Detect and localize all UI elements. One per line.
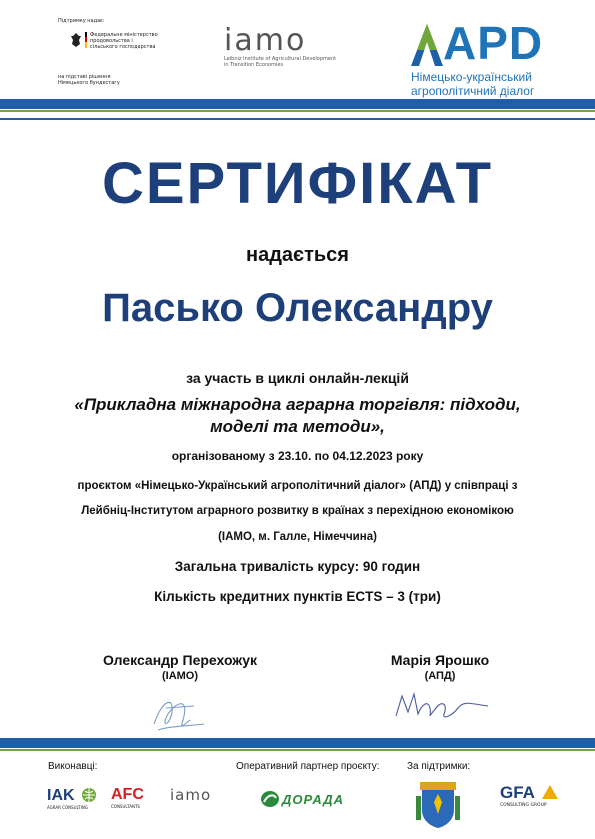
iak-logo [47, 787, 107, 815]
ministry-block [58, 18, 168, 88]
gfa-triangle-icon [542, 785, 558, 799]
signature-right [340, 652, 540, 682]
iak-sub: AGRAR CONSULTING [47, 805, 88, 810]
iak-logo-text: IAK [47, 787, 75, 804]
signature-left [70, 652, 290, 682]
apd-header-logo [405, 16, 545, 96]
flag-stripe [85, 32, 87, 48]
top-divider-green [0, 110, 595, 112]
iamo-footer-logo-text: iamo [170, 786, 212, 804]
course-title-line2: моделі та методи», [210, 417, 385, 436]
coat-of-arms-icon [416, 780, 460, 830]
iamo-footer-logo [170, 786, 230, 814]
apd-logo-text: APD [443, 17, 544, 69]
certificate-title: СЕРТИФІКАТ [101, 151, 494, 216]
signatory-name: Марія Ярошко [390, 652, 490, 668]
dorada-logo-text: ДОРАДА [282, 792, 344, 807]
iamo-logo-text: iamo [224, 23, 307, 58]
signatory-name: Олександр Перехожук [102, 652, 258, 668]
course-duration: Загальна тривалість курсу: 90 годин [174, 559, 421, 574]
german-eagle-icon [70, 32, 82, 48]
afc-sub: CONSULTANTS [111, 804, 140, 809]
dorada-emblem-icon [260, 790, 280, 808]
top-divider-blue-thin [0, 118, 595, 120]
dorada-logo [260, 790, 360, 810]
ects-credits: Кількість кредитних пунктів ECTS – 3 (три) [154, 589, 441, 604]
top-divider-blue [0, 99, 595, 109]
apd-subtitle-2: агрополітичний діалог [411, 84, 535, 98]
ministry-name: Федеральне міністерство продовольства і сільського господарства [90, 32, 158, 50]
signatory-org: (IAMO) [161, 670, 199, 682]
bundestag-decision: на підставі рішення Німецького бундестагу [58, 74, 120, 86]
gfa-logo [500, 783, 580, 823]
apd-field-icon [407, 22, 447, 68]
project-line1: проєктом «Німецько-Український агрополітичний діалог» (АПД) у співпраці з [77, 480, 518, 492]
executors-label: Виконавці: [48, 761, 98, 772]
signature-scribble-right [392, 686, 492, 726]
afc-logo-text: AFC [111, 786, 144, 803]
signature-scribble-left [148, 690, 208, 732]
participation-text: за участь в циклі онлайн-лекцій [186, 370, 409, 386]
globe-icon [81, 787, 97, 803]
granted-text: надається [246, 244, 349, 266]
iamo-full-name-1: Leibniz Institute of Agricultural Development [224, 56, 337, 62]
gfa-sub: CONSULTING GROUP [500, 803, 547, 808]
project-line2: Лейбніц-Інститутом аграрного розвитку в країнах з перехідною економікою [81, 505, 514, 517]
afc-logo [111, 786, 161, 814]
support-label: За підтримки: [407, 761, 471, 772]
bottom-divider-blue [0, 738, 595, 748]
supported-by-label: Підтримку надає: [58, 18, 105, 24]
signatory-org: (АПД) [424, 670, 456, 682]
bottom-divider-green [0, 749, 595, 751]
gfa-logo-text: GFA [500, 783, 535, 802]
apd-subtitle-1: Німецько-український [411, 70, 532, 84]
project-line3: (IAMO, м. Галле, Німеччина) [218, 531, 377, 543]
iamo-header-logo [224, 23, 364, 76]
iamo-full-name-2: in Transition Economies [224, 62, 284, 68]
course-title-line1: «Прикладна міжнародна аграрна торгівля: підходи, [74, 395, 521, 414]
operative-partner-label: Оперативний партнер проєкту: [236, 761, 380, 772]
organized-dates: організованому з 23.10. по 04.12.2023 року [171, 449, 424, 463]
recipient-name: Пасько Олександру [102, 286, 493, 330]
